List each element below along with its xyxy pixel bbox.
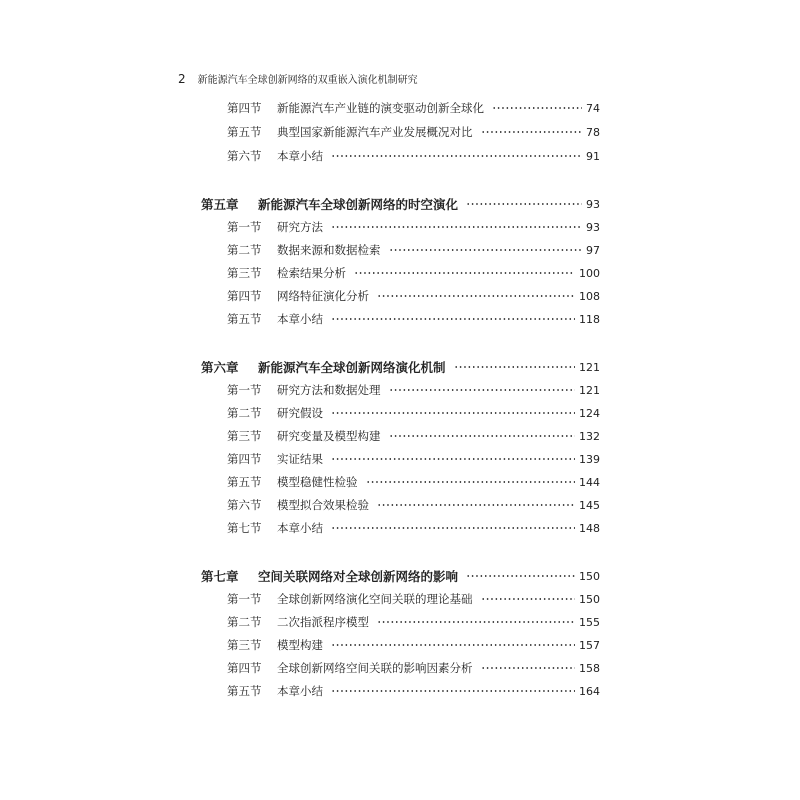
toc-entry-page: 139 — [579, 452, 600, 466]
toc-entry-title: 模型稳健性检验 — [277, 475, 358, 489]
book-title: 新能源汽车全球创新网络的双重嵌入演化机制研究 — [197, 75, 418, 86]
toc-section-entry — [227, 124, 600, 140]
toc-entry-number: 第二节 — [227, 406, 262, 420]
dot-leader — [492, 102, 582, 114]
toc-section-entry — [227, 591, 600, 607]
dot-leader — [331, 639, 575, 651]
dot-leader — [481, 662, 576, 674]
toc-entry-page: 164 — [579, 684, 600, 698]
toc-entry-number: 第四节 — [227, 452, 262, 466]
toc-entry-page: 132 — [579, 429, 600, 443]
toc-entry-number: 第二节 — [227, 615, 262, 629]
toc-entry-number: 第四节 — [227, 101, 262, 115]
toc-section-entry — [227, 148, 600, 164]
toc-entry-title: 典型国家新能源汽车产业发展概况对比 — [277, 125, 473, 139]
toc-entry-page: 144 — [579, 475, 600, 489]
toc-entry-number: 第三节 — [227, 266, 262, 280]
toc-entry-title: 模型拟合效果检验 — [277, 498, 369, 512]
toc-chapter-entry — [201, 359, 600, 375]
dot-leader — [331, 313, 575, 325]
running-header — [178, 71, 418, 86]
toc-entry-number: 第七章 — [201, 569, 239, 584]
toc-entry-title: 检索结果分析 — [277, 266, 346, 280]
toc-entry-page: 150 — [579, 569, 600, 583]
dot-leader — [331, 150, 582, 162]
toc-entry-number: 第一节 — [227, 220, 262, 234]
toc-section-entry — [227, 660, 600, 676]
toc-entry-page: 97 — [586, 243, 600, 257]
toc-chapter-entry — [201, 196, 600, 212]
toc-entry-number: 第三节 — [227, 429, 262, 443]
toc-section-entry — [227, 265, 600, 281]
toc-entry-title: 研究假设 — [277, 406, 323, 420]
toc-entry-page: 150 — [579, 592, 600, 606]
toc-entry-number: 第六节 — [227, 149, 262, 163]
toc-entry-number: 第六节 — [227, 498, 262, 512]
dot-leader — [466, 198, 582, 210]
dot-leader — [377, 290, 575, 302]
dot-leader — [389, 430, 576, 442]
toc-entry-title: 数据来源和数据检索 — [277, 243, 381, 257]
toc-entry-title: 研究方法 — [277, 220, 323, 234]
toc-section-entry — [227, 683, 600, 699]
toc-section-entry — [227, 451, 600, 467]
toc-entry-title: 全球创新网络演化空间关联的理论基础 — [277, 592, 473, 606]
toc-entry-page: 148 — [579, 521, 600, 535]
toc-entry-page: 100 — [579, 266, 600, 280]
toc-section-entry — [227, 637, 600, 653]
toc-section-entry — [227, 614, 600, 630]
toc-section-entry — [227, 242, 600, 258]
toc-section-entry — [227, 405, 600, 421]
toc-section-entry — [227, 219, 600, 235]
toc-entry-title: 新能源汽车全球创新网络演化机制 — [258, 360, 446, 375]
toc-entry-title: 全球创新网络空间关联的影响因素分析 — [277, 661, 473, 675]
toc-chapter-entry — [201, 568, 600, 584]
toc-section-entry — [227, 428, 600, 444]
toc-entry-page: 121 — [579, 383, 600, 397]
toc-entry-title: 研究变量及模型构建 — [277, 429, 381, 443]
toc-entry-page: 91 — [586, 149, 600, 163]
toc-entry-title: 模型构建 — [277, 638, 323, 652]
toc-entry-number: 第五章 — [201, 197, 239, 212]
dot-leader — [481, 593, 576, 605]
dot-leader — [331, 522, 575, 534]
toc-entry-title: 本章小结 — [277, 684, 323, 698]
dot-leader — [466, 570, 575, 582]
toc-entry-number: 第五节 — [227, 684, 262, 698]
toc-section-entry — [227, 497, 600, 513]
toc-entry-page: 158 — [579, 661, 600, 675]
dot-leader — [331, 221, 582, 233]
toc-entry-page: 108 — [579, 289, 600, 303]
dot-leader — [331, 685, 575, 697]
toc-section-entry — [227, 474, 600, 490]
dot-leader — [389, 244, 583, 256]
toc-entry-number: 第二节 — [227, 243, 262, 257]
toc-entry-number: 第一节 — [227, 592, 262, 606]
toc-entry-number: 第四节 — [227, 289, 262, 303]
dot-leader — [377, 499, 575, 511]
toc-entry-title: 空间关联网络对全球创新网络的影响 — [258, 569, 459, 584]
toc-entry-title: 本章小结 — [277, 312, 323, 326]
toc-entry-page: 118 — [579, 312, 600, 326]
toc-section-entry — [227, 311, 600, 327]
toc-entry-number: 第五节 — [227, 312, 262, 326]
toc-entry-title: 新能源汽车全球创新网络的时空演化 — [258, 197, 459, 212]
toc-entry-number: 第七节 — [227, 521, 262, 535]
toc-entry-number: 第一节 — [227, 383, 262, 397]
dot-leader — [389, 384, 576, 396]
dot-leader — [331, 453, 575, 465]
toc-entry-title: 新能源汽车产业链的演变驱动创新全球化 — [277, 101, 484, 115]
toc-entry-page: 145 — [579, 498, 600, 512]
toc-entry-number: 第三节 — [227, 638, 262, 652]
toc-entry-page: 93 — [586, 220, 600, 234]
toc-entry-title: 网络特征演化分析 — [277, 289, 369, 303]
toc-entry-number: 第六章 — [201, 360, 239, 375]
toc-section-entry — [227, 100, 600, 116]
toc-section-entry — [227, 382, 600, 398]
dot-leader — [377, 616, 575, 628]
toc-section-entry — [227, 288, 600, 304]
toc-entry-page: 155 — [579, 615, 600, 629]
dot-leader — [454, 361, 575, 373]
toc-entry-title: 本章小结 — [277, 149, 323, 163]
toc-entry-title: 研究方法和数据处理 — [277, 383, 381, 397]
toc-entry-title: 本章小结 — [277, 521, 323, 535]
toc-entry-page: 121 — [579, 360, 600, 374]
dot-leader — [481, 126, 583, 138]
toc-entry-page: 93 — [586, 197, 600, 211]
toc-entry-number: 第五节 — [227, 475, 262, 489]
toc-entry-title: 二次指派程序模型 — [277, 615, 369, 629]
dot-leader — [331, 407, 575, 419]
toc-entry-page: 78 — [586, 125, 600, 139]
toc-entry-page: 157 — [579, 638, 600, 652]
toc-entry-title: 实证结果 — [277, 452, 323, 466]
page-number: 2 — [178, 72, 186, 86]
toc-entry-page: 74 — [586, 101, 600, 115]
toc-entry-page: 124 — [579, 406, 600, 420]
toc-entry-number: 第四节 — [227, 661, 262, 675]
toc-entry-number: 第五节 — [227, 125, 262, 139]
dot-leader — [354, 267, 575, 279]
dot-leader — [366, 476, 576, 488]
toc-section-entry — [227, 520, 600, 536]
